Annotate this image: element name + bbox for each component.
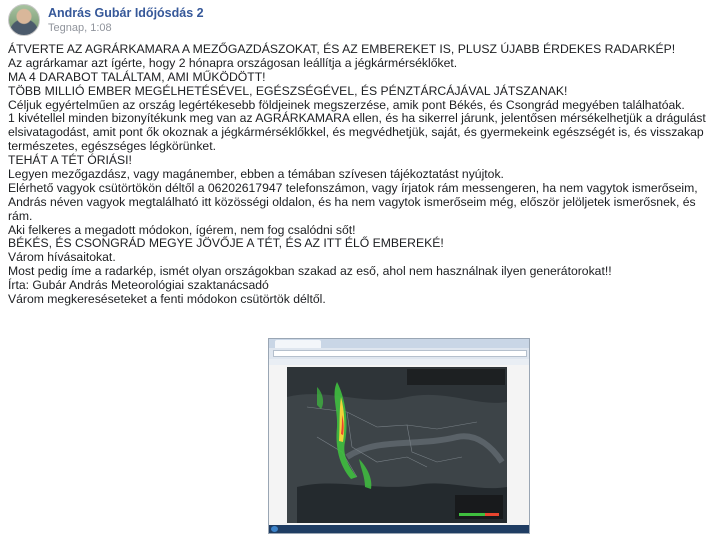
avatar[interactable]: [8, 4, 40, 36]
post-line: Várom hívásaitokat.: [8, 250, 116, 265]
post-line: rám.: [8, 208, 33, 223]
radar-screenshot-image[interactable]: [268, 338, 530, 534]
legend-color-scale-high: [485, 513, 499, 516]
browser-tab-bar: [269, 339, 529, 348]
post-line: András néven vagyok megtalálható itt közösségi oldalon, és ha nem vagytok ismerőseim még, először jelöljetek ismerősnek, és: [8, 194, 696, 209]
post-body: [8, 43, 714, 307]
post-line: TÖBB MILLIÓ EMBER MEGÉLHETÉSÉVEL, EGÉSZSÉGÉVEL, ÉS PÉNZTÁRCÁJÁVAL JÁTSZANAK!: [8, 83, 568, 98]
post-line: Elérhető vagyok csütörtökön déltől a 06202617947 telefonszámon, vagy írjatok rám messengeren, ha nem vagytok ismerőseim,: [8, 180, 698, 195]
post-line: Céljuk egyértelműen az ország legértékesebb földjeinek megszerzése, amik pont Békés, és Csongrád megyében találhatóak.: [8, 97, 685, 112]
post-line: Most pedig íme a radarkép, ismét olyan országokban szakad az eső, ahol nem használnak ilyen generátorokat!!: [8, 264, 612, 279]
post-line: Az agrárkamar azt ígérte, hogy 2 hónapra országosan leállítja a jégkármérséklőket.: [8, 55, 458, 70]
post-line: MA 4 DARABOT TALÁLTAM, AMI MŰKÖDÖTT!: [8, 69, 266, 84]
post-line: BÉKÉS, ÉS CSONGRÁD MEGYE JÖVŐJE A TÉT, ÉS AZ ITT ÉLŐ EMBEREKÉ!: [8, 236, 444, 251]
post-timestamp[interactable]: Tegnap, 1:08: [48, 22, 112, 34]
post-line: TEHÁT A TÉT ÓRIÁSI!: [8, 153, 132, 168]
post-line: természetes, egészséges légkörünket.: [8, 139, 216, 154]
post-line: elsivatagodást, amit pont ők okoznak a jégkármérséklőkkel, és megvédhetjük, saját, és gyermekeink egészségét is, és visszakap: [8, 125, 704, 140]
radar-map-graphic: [287, 367, 507, 523]
post-line: 1 kivétellel minden bizonyítékunk meg van az AGRÁRKAMARA ellen, és ha sikerrel járunk, jelentősen mérsékelhetjük a drágulást: [8, 111, 706, 126]
post-line: ÁTVERTE AZ AGRÁRKAMARA A MEZŐGAZDÁSZOKAT, ÉS AZ EMBEREKET IS, PLUSZ ÚJABB ÉRDEKES RADARKÉP!: [8, 42, 676, 56]
post-line: Várom megkereséseteket a fenti módokon csütörtök déltől.: [8, 292, 326, 307]
browser-tab: [275, 340, 321, 348]
map-title-box: [407, 369, 505, 385]
radar-map: [287, 367, 507, 523]
windows-taskbar: [269, 525, 529, 533]
author-name[interactable]: András Gubár Időjósdás 2: [48, 6, 204, 20]
post-line: Írta: Gubár András Meteorológiai szaktanácsadó: [8, 278, 269, 293]
post-line: Legyen mezőgazdász, vagy magánember, ebben a témában szívesen tájékoztatást nyújtok.: [8, 167, 504, 182]
start-button: [271, 526, 278, 532]
post-line: Aki felkeres a megadott módokon, ígérem, nem fog csalódni sőt!: [8, 222, 356, 237]
browser-address-bar: [273, 350, 527, 357]
browser-content: [269, 365, 529, 525]
